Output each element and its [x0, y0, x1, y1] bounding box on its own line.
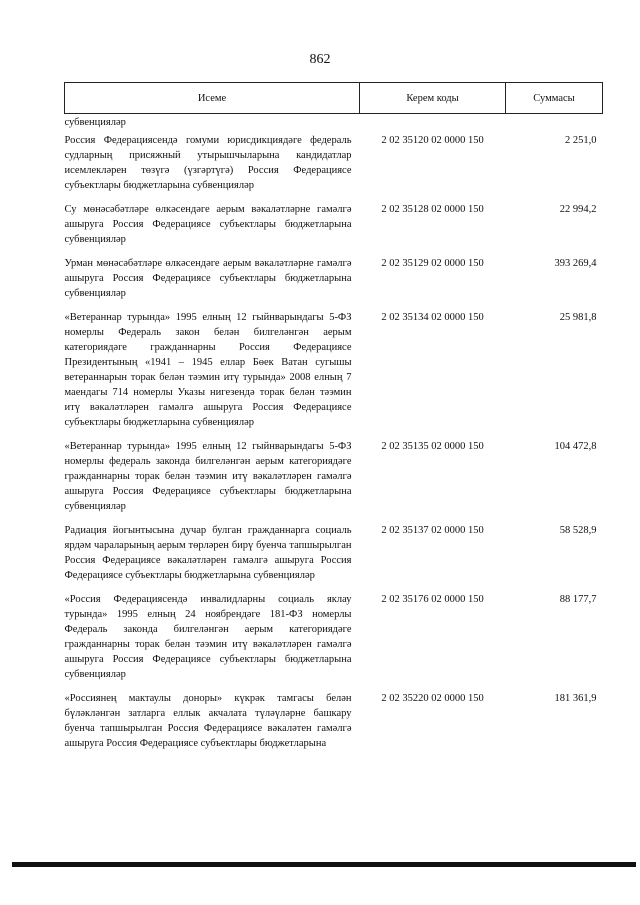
table-header-row [65, 83, 603, 114]
table-row [65, 133, 603, 202]
row-amount: 2 251,0 [565, 135, 597, 146]
row-code: 2 02 35220 02 0000 150 [381, 693, 484, 704]
row-code: 2 02 35120 02 0000 150 [381, 135, 484, 146]
table-row [65, 310, 603, 439]
row-name: «Ветераннар турында» 1995 елның 12 гыйнварындагы 5-ФЗ номерлы Федераль закон белән билгеләнгән аерым категориядәге гражданнарны Россия Федерациясе Президентының «1941 – 1945 еллар Бөек Ватан сугышы ветераннарын торак белән тәэмин итү турында» 2008 елның 7 маендагы 714 номерлы Указы нигезендә торак белән тәэмин итү вәкаләтләрен гамәлгә ашыруга Россия Федерациясе субъектлары бюджетларына субвенцияләр [64, 312, 352, 428]
table-row [65, 691, 603, 760]
budget-table [64, 82, 603, 760]
table-row [65, 256, 603, 310]
table-row-carryover [65, 114, 603, 134]
row-code: 2 02 35137 02 0000 150 [381, 525, 484, 536]
row-name: «Ветераннар турында» 1995 елның 12 гыйнварындагы 5-ФЗ номерлы федераль законда билгеләнгән аерым категориядәге гражданнарны торак белән тәэмин итү вәкаләтләрен гамәлгә ашыруга Россия Федерациясе субъектлары бюджетларына субвенцияләр [64, 441, 352, 512]
row-amount: 88 177,7 [559, 594, 597, 605]
row-name: «Россиянең мактаулы доноры» күкрәк тамгасы белән бүләкләнгән затларга еллык акчалата түләүләрне башкару буенча тапшырылган Россия Федерациясе вәкаләтен гамәлгә ашыруга Россия Федерациясе субъектлары бюджетларына [64, 693, 352, 749]
row-name: «Россия Федерациясендә инвалидларны социаль яклау турында» 1995 елның 24 ноябрендәге 181-ФЗ номерлы Федераль законда билгеләнгән аерым категориядәге гражданнарны торак белән тәэмин итү вәкаләтләрен гамәлгә ашыруга Россия Федерациясе субъектлары бюджетларына субвенцияләр [64, 594, 352, 680]
row-amount: 22 994,2 [559, 204, 597, 215]
row-name: Россия Федерациясендә гомуми юрисдикциядәге федераль судларның присяжный утырышчыларына кандидатлар исемлекләрен төзүгә (үзгәртүгә) Россия Федерациясе субъектлары бюджетларына субвенцияләр [64, 135, 352, 191]
row-amount: 393 269,4 [554, 258, 597, 269]
row-code: 2 02 35134 02 0000 150 [381, 312, 484, 323]
row-code: 2 02 35176 02 0000 150 [381, 594, 484, 605]
row-amount: 58 528,9 [559, 525, 597, 536]
row-name: Радиация йогынтысына дучар булган гражданнарга социаль ярдәм чараларының аерым төрләрен бирү буенча тапшырылган Россия Федерациясе вәкаләтләрен гамәлгә ашыруга Россия Федерациясе субъектлары бюджетларына субвенцияләр [64, 525, 352, 581]
row-code: 2 02 35129 02 0000 150 [381, 258, 484, 269]
row-amount: 25 981,8 [559, 312, 597, 323]
row-code: 2 02 35128 02 0000 150 [381, 204, 484, 215]
header-name: Исеме [65, 83, 360, 114]
scan-edge-bar [12, 862, 636, 867]
table-row [65, 202, 603, 256]
header-amount: Суммасы [506, 83, 603, 114]
table-row [65, 523, 603, 592]
row-amount: 181 361,9 [554, 693, 597, 704]
row-amount: 104 472,8 [554, 441, 597, 452]
header-code: Керем коды [360, 83, 506, 114]
table-row [65, 592, 603, 691]
table-row [65, 439, 603, 523]
row-name: Су мөнәсәбәтләре өлкәсендәге аерым вәкаләтләрне гамәлгә ашыруга Россия Федерациясе субъектлары бюджетларына субвенцияләр [64, 204, 352, 245]
page-number: 862 [309, 52, 331, 67]
row-name: Урман мөнәсәбәтләре өлкәсендәге аерым вәкаләтләрне гамәлгә ашыруга Россия Федерациясе субъектлары бюджетларына субвенцияләр [64, 258, 352, 299]
row-name: субвенцияләр [64, 117, 126, 128]
row-code: 2 02 35135 02 0000 150 [381, 441, 484, 452]
